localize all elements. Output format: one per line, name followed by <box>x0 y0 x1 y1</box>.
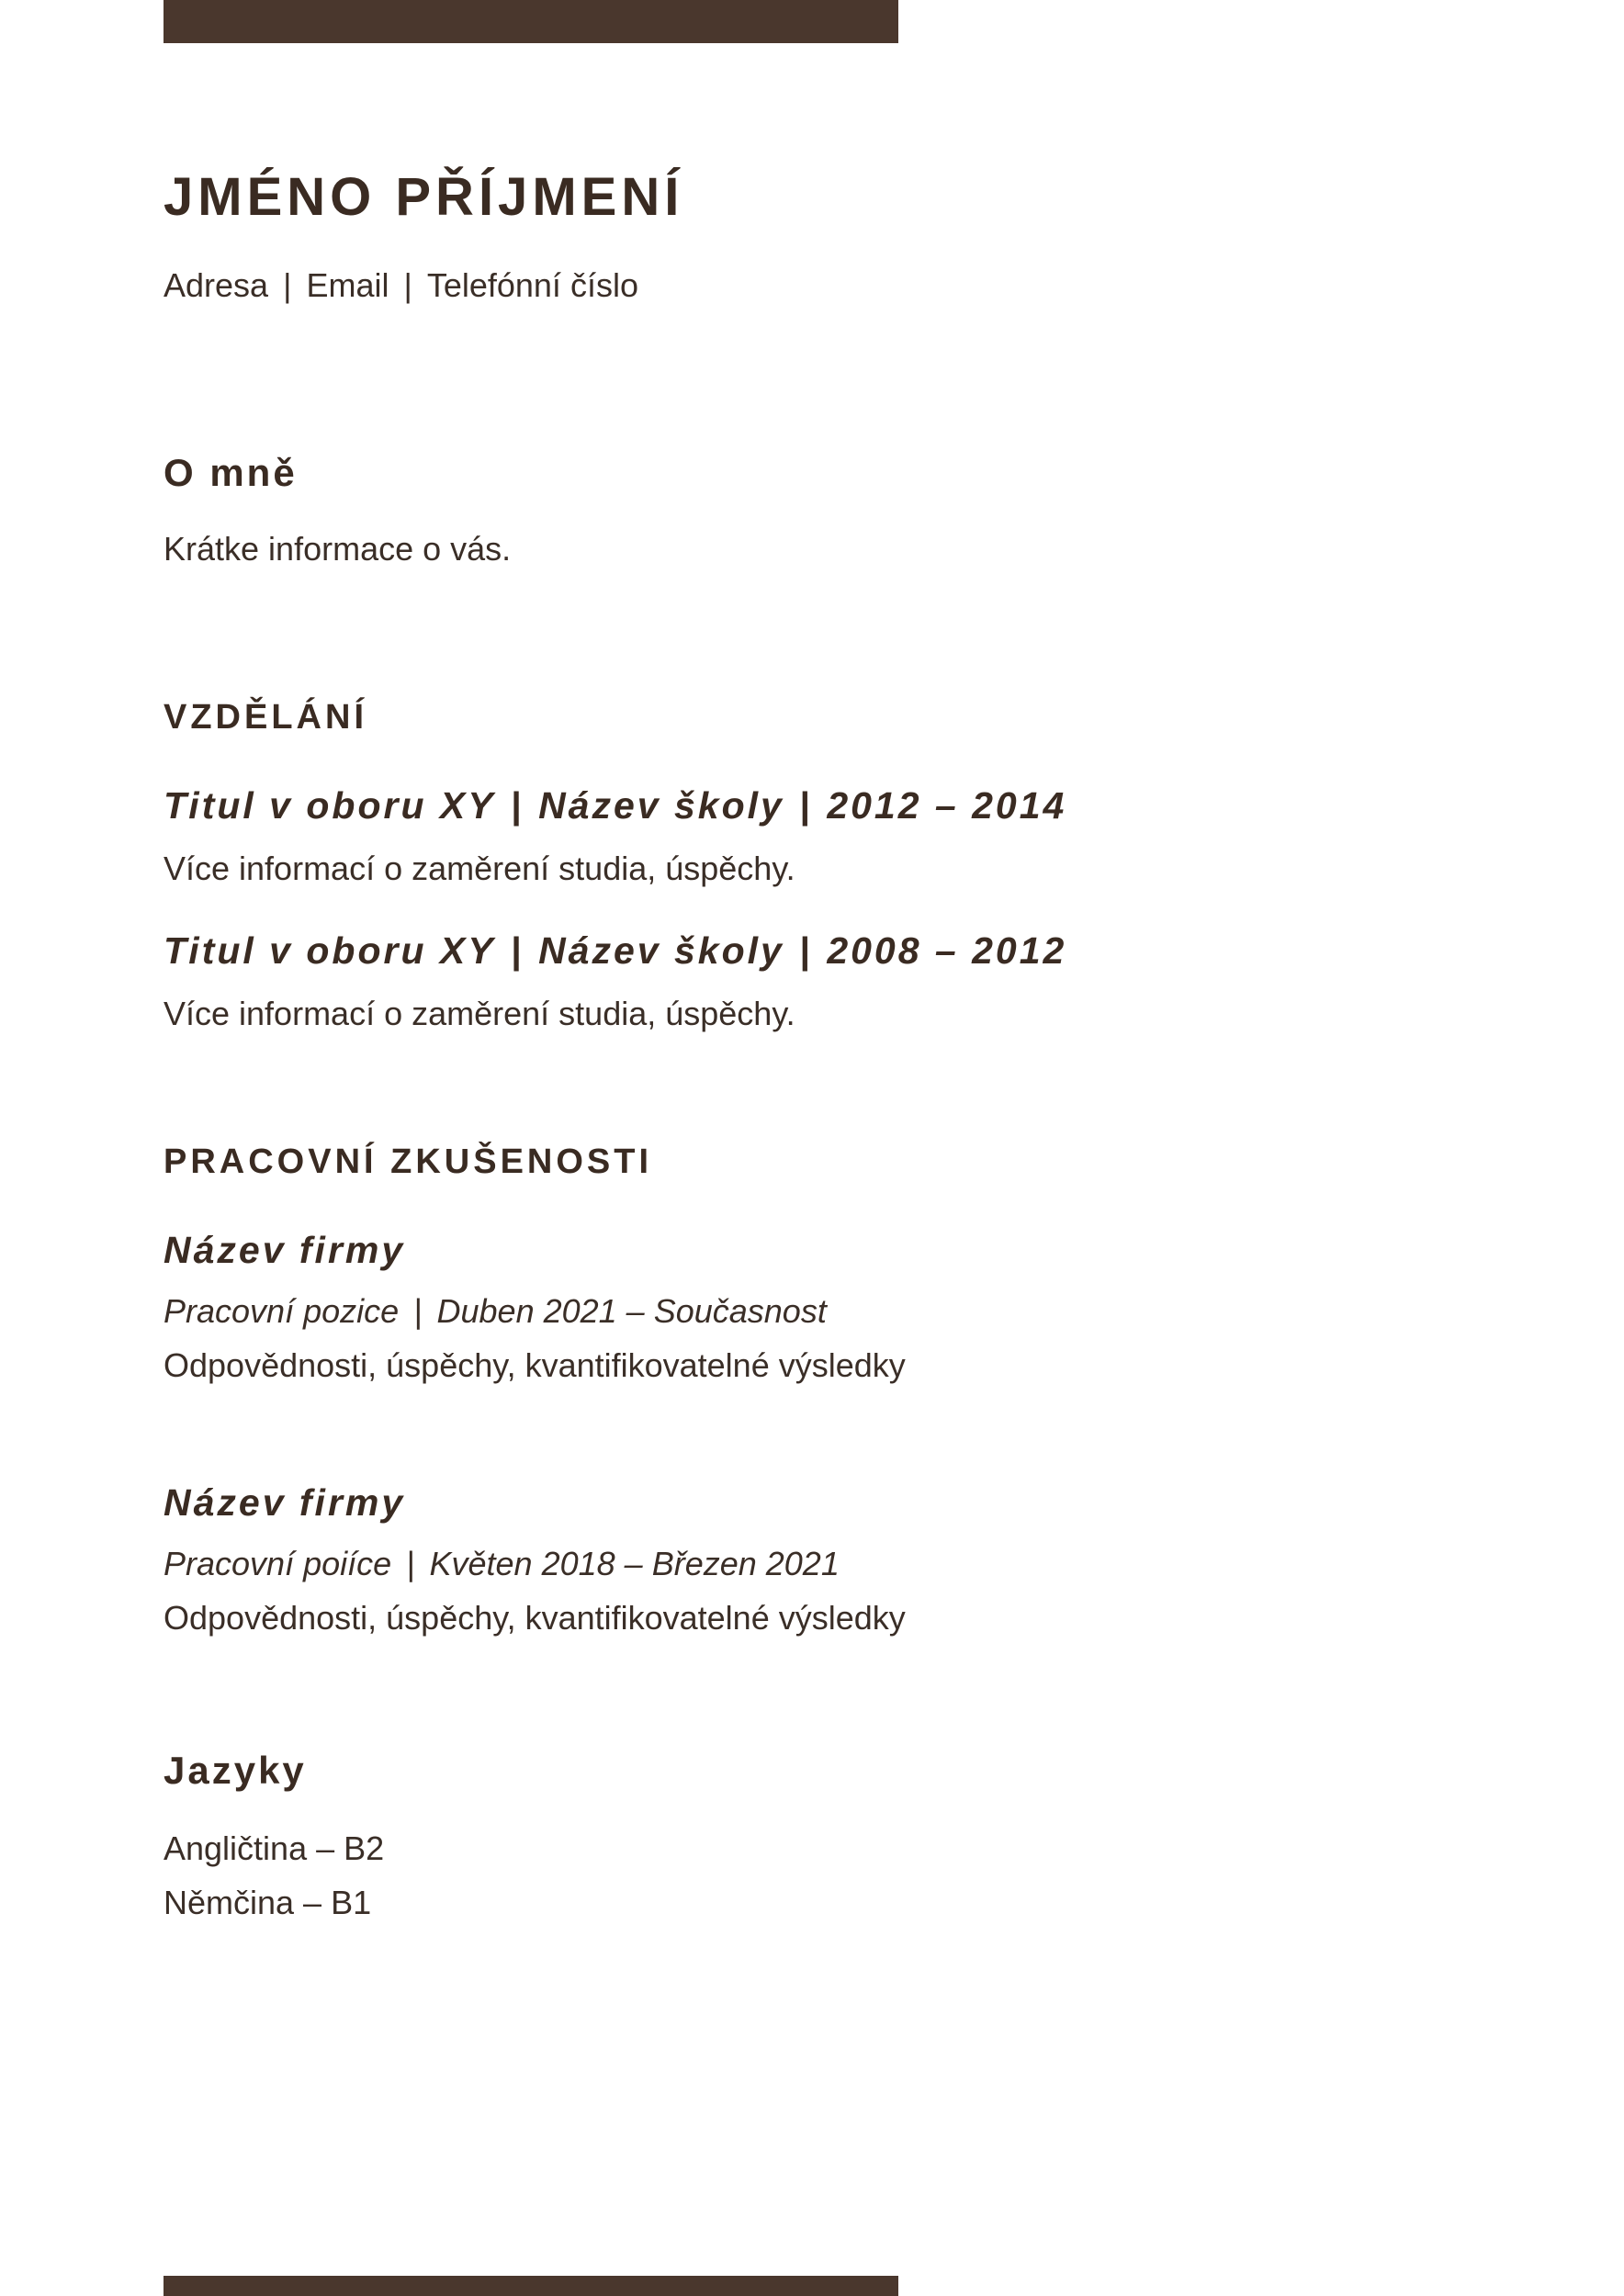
contact-separator: | <box>403 266 412 304</box>
job-period: Květen 2018 – Březen 2021 <box>429 1545 840 1582</box>
job-position-line <box>164 1544 840 1584</box>
contact-email: Email <box>306 266 389 304</box>
contact-address: Adresa <box>164 266 269 304</box>
person-name: JMÉNO PŘÍJMENÍ <box>164 167 684 227</box>
study-years: 2012 – 2014 <box>827 784 1067 827</box>
about-heading: O mně <box>164 451 298 494</box>
language-item: Angličtina – B2 <box>164 1829 385 1867</box>
degree-title: Titul v oboru XY <box>164 784 496 827</box>
experience-heading: PRACOVNÍ ZKUŠENOSTI <box>164 1142 653 1181</box>
job-position: Pracovní poiíce <box>164 1545 392 1582</box>
job-description: Odpovědnosti, úspěchy, kvantifikovatelné výsledky <box>164 1599 906 1637</box>
degree-title: Titul v oboru XY <box>164 929 496 972</box>
study-years: 2008 – 2012 <box>827 929 1067 972</box>
contact-phone: Telefónní číslo <box>426 266 638 304</box>
entry-separator: | <box>510 784 524 827</box>
company-name: Název firmy <box>164 1229 406 1271</box>
about-text: Krátke informace o vás. <box>164 530 512 568</box>
education-entry-description: Více informací o zaměrení studia, úspěchy. <box>164 995 795 1032</box>
entry-separator: | <box>798 784 813 827</box>
education-heading: VZDĚLÁNÍ <box>164 698 367 737</box>
entry-separator: | <box>510 929 524 972</box>
entry-separator: | <box>798 929 813 972</box>
top-decorative-bar <box>164 0 898 43</box>
school-name: Název školy <box>538 929 784 972</box>
job-description: Odpovědnosti, úspěchy, kvantifikovatelné výsledky <box>164 1346 906 1384</box>
contact-separator: | <box>283 266 292 304</box>
job-position: Pracovní pozice <box>164 1292 400 1330</box>
languages-heading: Jazyky <box>164 1749 307 1792</box>
job-period: Duben 2021 – Současnost <box>436 1292 827 1330</box>
education-entry-description: Více informací o zaměrení studia, úspěchy. <box>164 850 795 887</box>
entry-separator: | <box>413 1292 423 1330</box>
job-position-line <box>164 1291 827 1332</box>
contact-line <box>164 265 638 306</box>
bottom-decorative-bar <box>164 2276 898 2296</box>
education-entry-title <box>164 782 1066 828</box>
school-name: Název školy <box>538 784 784 827</box>
entry-separator: | <box>406 1545 415 1582</box>
company-name: Název firmy <box>164 1481 406 1524</box>
education-entry-title <box>164 928 1066 974</box>
language-item: Němčina – B1 <box>164 1884 372 1921</box>
